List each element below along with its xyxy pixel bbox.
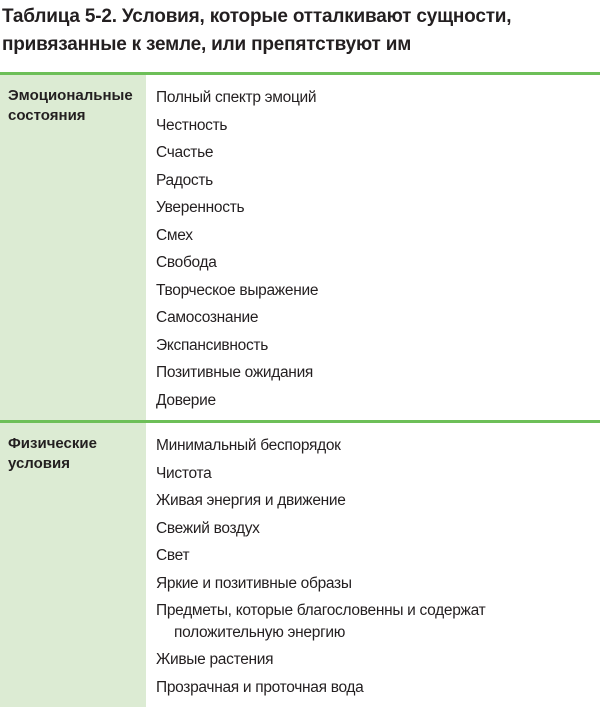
list-item: Экспансивность bbox=[156, 336, 268, 354]
row-label-line-2: состояния bbox=[8, 107, 86, 124]
list-item: Свобода bbox=[156, 254, 217, 271]
list-item: Позитивные ожидания bbox=[156, 364, 314, 381]
table-caption-line-1: Таблица 5-2. Условия, которые отталкивают сущности, bbox=[2, 6, 512, 27]
list-item: Радость bbox=[156, 171, 213, 189]
physical-conditions-list bbox=[146, 423, 600, 707]
list-item: Счастье bbox=[156, 144, 214, 161]
list-item: Доверие bbox=[156, 391, 216, 409]
list-item: Творческое выражение bbox=[156, 281, 319, 299]
table-caption bbox=[2, 3, 592, 59]
section-physical-conditions bbox=[0, 423, 600, 707]
row-label-physical-conditions bbox=[0, 423, 146, 707]
list-item: Уверенность bbox=[156, 199, 245, 216]
list-item: Минимальный беспорядок bbox=[156, 437, 341, 454]
list-item: Смех bbox=[156, 226, 193, 244]
conditions-table bbox=[0, 72, 600, 707]
list-item: Чистота bbox=[156, 464, 212, 482]
row-label-line-1: Физические bbox=[8, 435, 97, 452]
list-item-wrapped bbox=[156, 597, 600, 646]
list-item: Живая энергия и движение bbox=[156, 492, 346, 509]
table-caption-line-2: привязанные к земле, или препятствуют им bbox=[2, 34, 412, 55]
list-item: Прозрачная и проточная вода bbox=[156, 678, 364, 696]
list-item-line-1: Предметы, которые благословенны и содержат bbox=[156, 602, 486, 619]
list-item: Самосознание bbox=[156, 309, 259, 326]
list-item: Яркие и позитивные образы bbox=[156, 574, 352, 592]
list-item: Свет bbox=[156, 547, 190, 564]
list-item-line-2: положительную энергию bbox=[174, 624, 346, 641]
row-label-line-2: условия bbox=[8, 455, 70, 472]
list-item: Живые растения bbox=[156, 651, 274, 668]
list-item: Полный спектр эмоций bbox=[156, 89, 317, 106]
row-label-line-1: Эмоциональные bbox=[8, 87, 133, 104]
emotional-states-list bbox=[146, 75, 600, 420]
section-emotional-states bbox=[0, 75, 600, 420]
row-label-emotional-states bbox=[0, 75, 146, 420]
list-item: Свежий воздух bbox=[156, 519, 260, 537]
list-item: Честность bbox=[156, 116, 228, 134]
